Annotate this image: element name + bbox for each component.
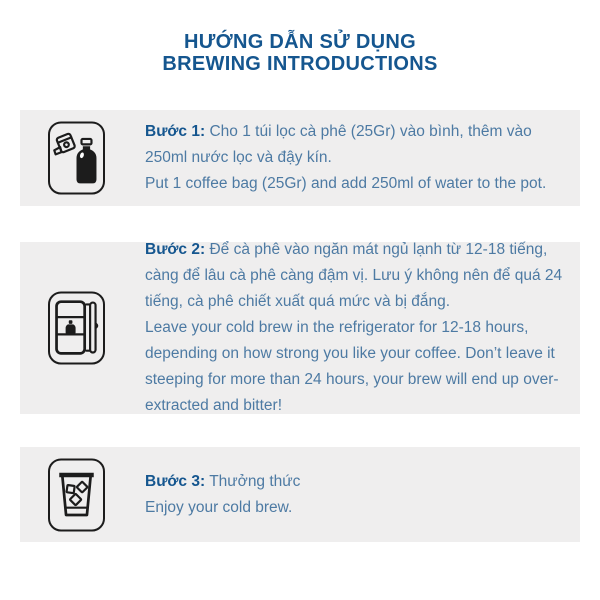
step-2-card [20, 242, 580, 414]
iced-coffee-glass-icon [48, 458, 105, 531]
step-3-text [145, 469, 566, 521]
step-3-vietnamese: Thưởng thức [209, 472, 301, 490]
step-1-vietnamese: Cho 1 túi lọc cà phê (25Gr) vào bình, thêm vào 250ml nước lọc và đậy kín. [145, 123, 532, 166]
step-1-label: Bước 1: [145, 123, 206, 140]
step-3-card [20, 447, 580, 542]
step-2-text [145, 237, 566, 419]
step-2-label: Bước 2: [145, 241, 206, 258]
step-1-text [145, 119, 566, 197]
page-title-vietnamese: HƯỚNG DẪN SỬ DỤNG [183, 31, 416, 53]
step-1-card [20, 110, 580, 206]
step-2-english: Leave your cold brew in the refrigerator for 12-18 hours, depending on how strong you like your coffee. Don’t leave it steeping for more than 24 hours, your brew will end up over-extracted and bitter! [145, 319, 559, 414]
coffee-bag-and-bottle-icon [48, 122, 105, 195]
page-title [0, 31, 600, 75]
step-2-vietnamese: Để cà phê vào ngăn mát ngủ lạnh từ 12-18 tiếng, càng để lâu cà phê càng đậm vị. Lưu ý không nên để quá 24 tiếng, cà phê chiết xuất quá mức và bị đắng. [145, 241, 563, 310]
iced-coffee-glass-glyph [52, 463, 101, 526]
refrigerator-icon [48, 292, 105, 365]
step-3-label: Bước 3: [145, 472, 206, 490]
coffee-bag-and-bottle-glyph [52, 127, 101, 190]
step-1-english: Put 1 coffee bag (25Gr) and add 250ml of water to the pot. [145, 175, 547, 192]
step-3-english: Enjoy your cold brew. [145, 498, 293, 516]
page-title-english: BREWING INTRODUCTIONS [162, 53, 438, 75]
refrigerator-glyph [52, 297, 101, 360]
